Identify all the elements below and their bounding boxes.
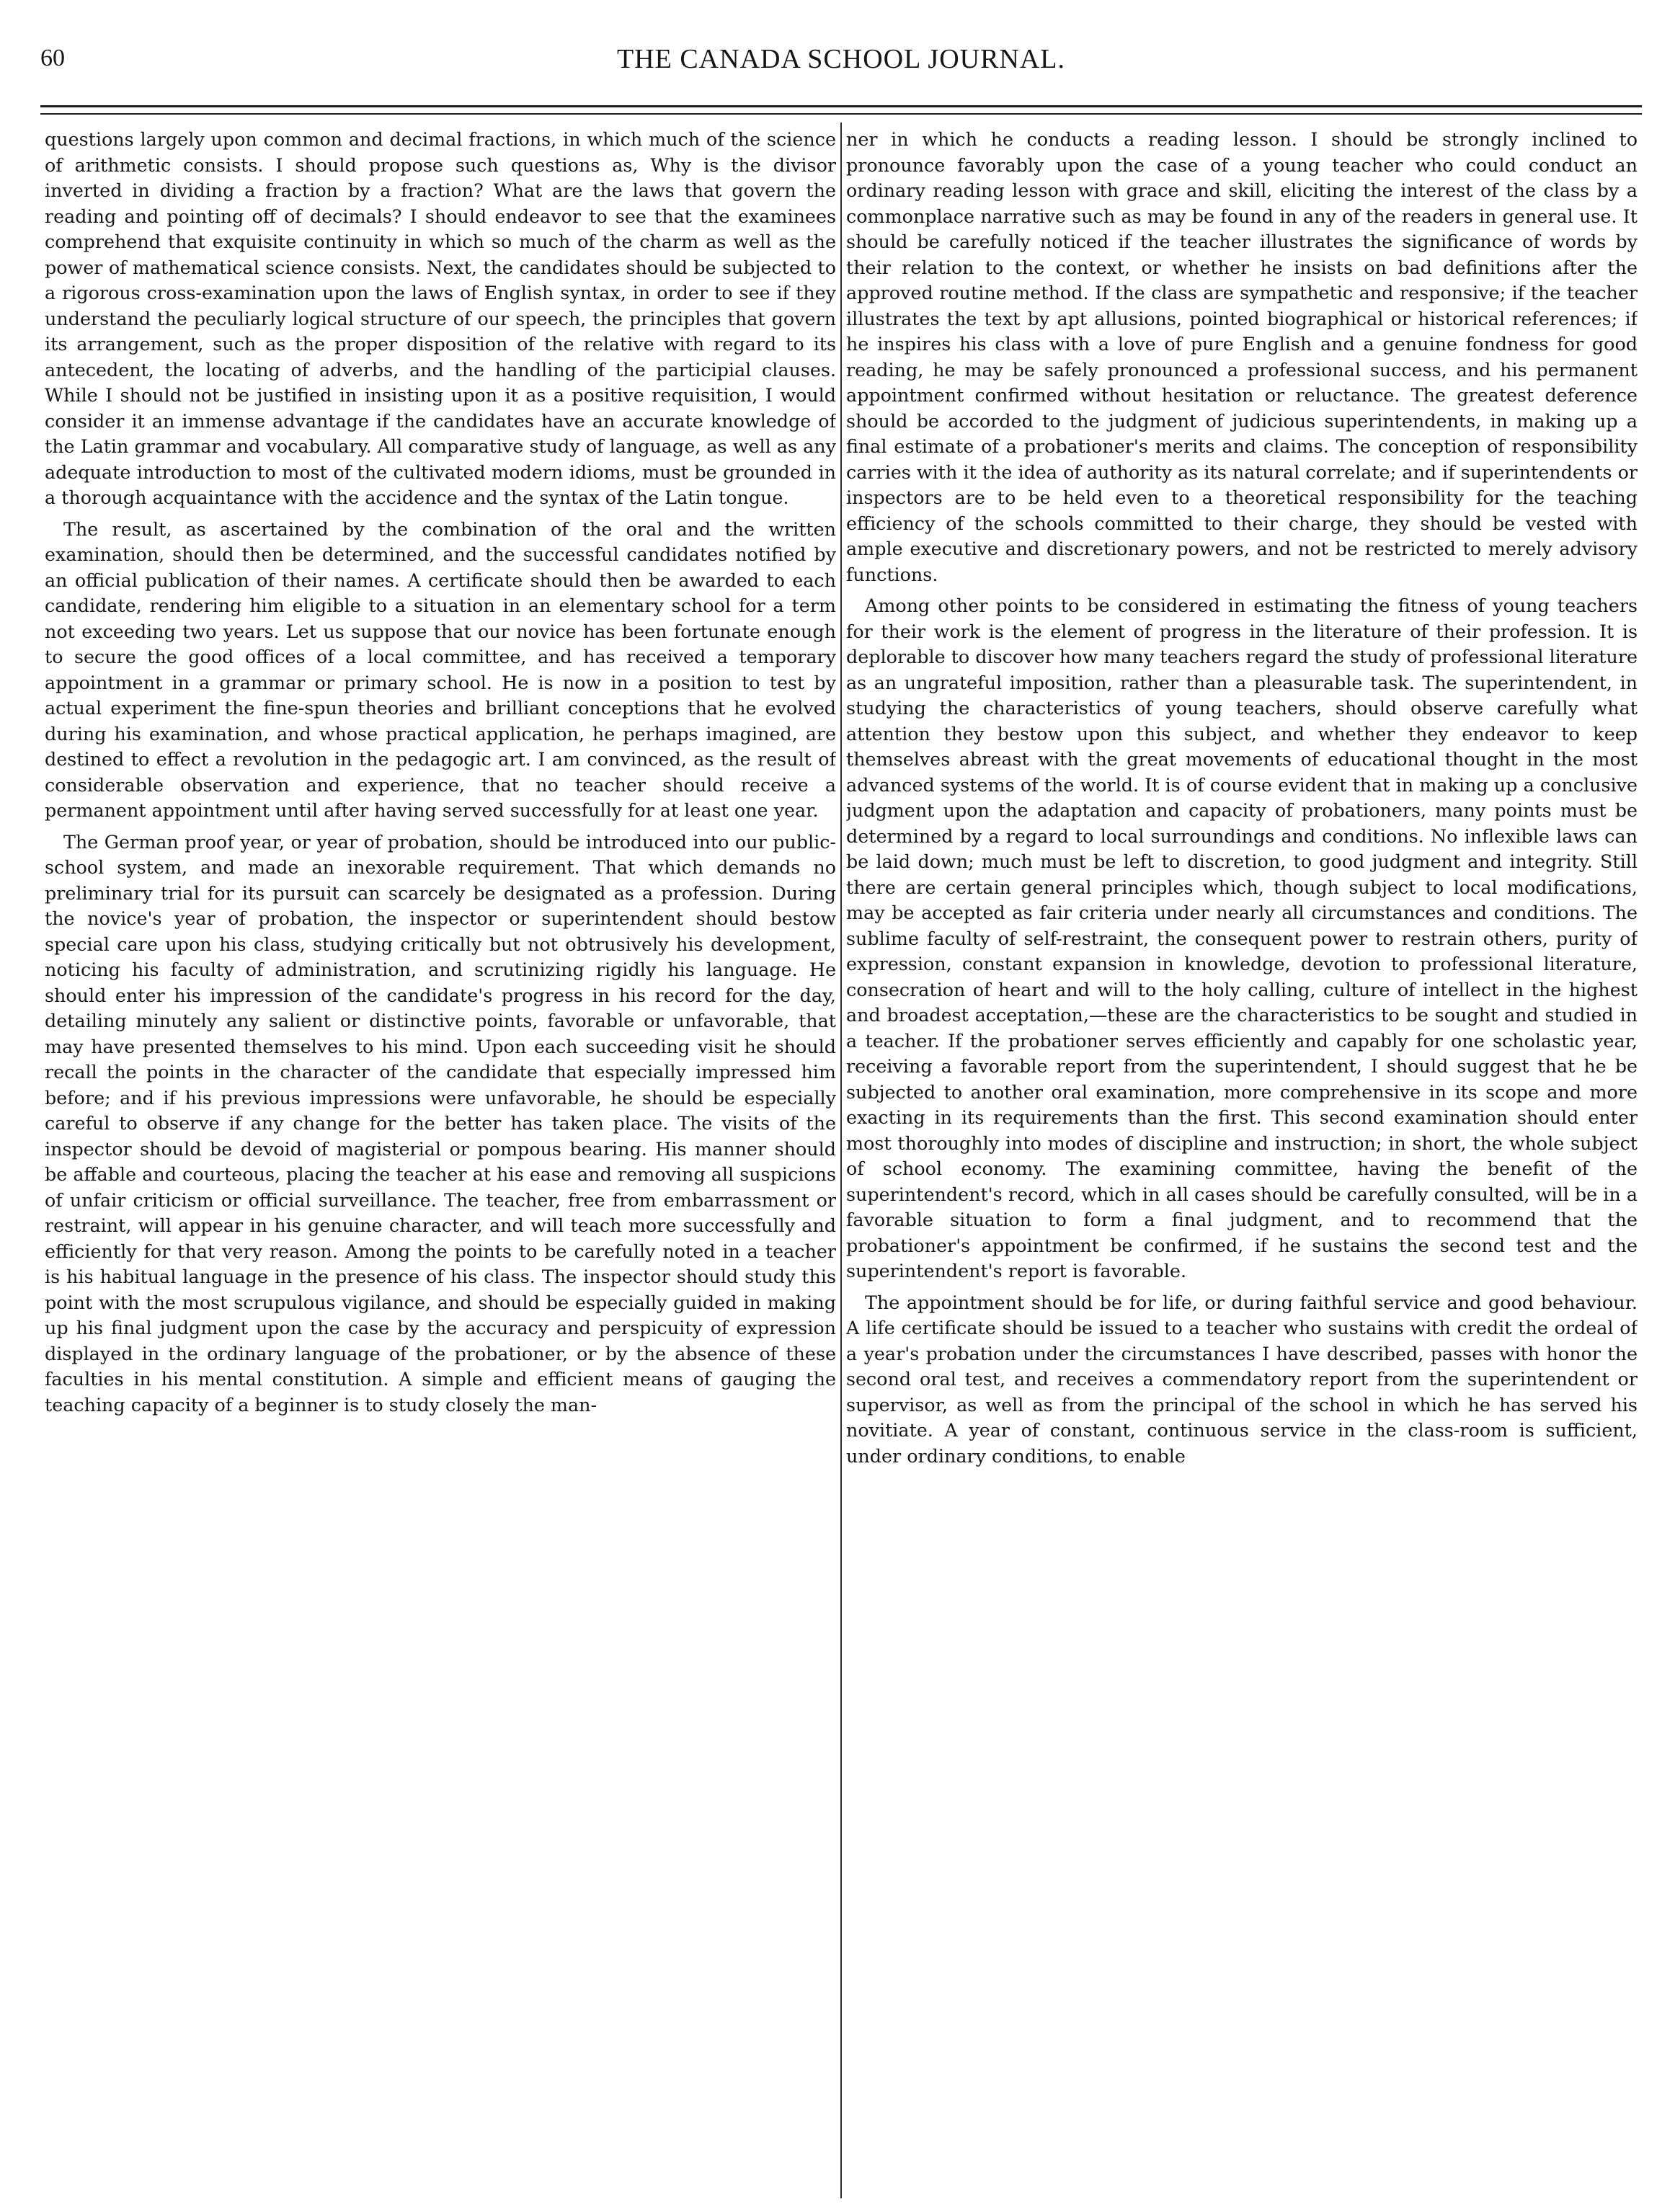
column-divider [840, 123, 842, 2198]
left-column [45, 127, 836, 2190]
paragraph: The German proof year, or year of probation, should be introduced into our public-school system, and made an inexorable requirement. That which demands no preliminary trial for its pursuit can scarcely be designated as a profession. During the novice's year of probation, the inspector or superintendent should bestow special care upon his class, studying critically but not obtrusively his development, noticing his faculty of administration, and scrutinizing rigidly his language. He should enter his impression of the candidate's progress in his record for the day, detailing minutely any salient or distinctive points, favorable or unfavorable, that may have presented themselves to his mind. Upon each succeeding visit he should recall the points in the character of the candidate that especially impressed him before; and if his previous impressions were unfavorable, he should be especially careful to observe if any change for the better has taken place. The visits of the inspector should be devoid of magisterial or pompous bearing. His manner should be affable and courteous, placing the teacher at his ease and removing all suspicions of unfair criticism or official surveillance. The teacher, free from embarrassment or restraint, will appear in his genuine character, and will teach more successfully and efficiently for that very reason. Among the points to be carefully noted in a teacher is his habitual language in the presence of his class. The inspector should study this point with the most scrupulous vigilance, and should be especially guided in making up his final judgment upon the case by the accuracy and perspicuity of expression displayed in the ordinary language of the probationer, or by the absence of these faculties in his mental constitution. A simple and efficient means of gauging the teaching capacity of a beginner is to study closely the man- [45, 830, 836, 1416]
header-rule-thin [40, 113, 1642, 115]
paragraph: The appointment should be for life, or during faithful service and good behaviour. A life certificate should be issued to a teacher who sustains with credit the ordeal of a year's probation under the circumstances I have described, passes with honor the second oral test, and receives a commendatory report from the superintendent or supervisor, as well as from the principal of the school in which he has served his novitiate. A year of constant, continuous service in the class-room is sufficient, under ordinary conditions, to enable [846, 1291, 1638, 1467]
right-column [846, 127, 1638, 2190]
paragraph: The result, as ascertained by the combination of the oral and the written examination, should then be determined, and the successful candidates notified by an official publication of their names. A certificate should then be awarded to each candidate, rendering him eligible to a situation in an elementary school for a term not exceeding two years. Let us suppose that our novice has been fortunate enough to secure the good offices of a local committee, and has received a temporary appointment in a grammar or primary school. He is now in a position to test by actual experiment the fine-spun theories and brilliant conceptions that he evolved during his examination, and whose practical application, he perhaps imagined, are destined to effect a revolution in the pedagogic art. I am convinced, as the result of considerable observation and experience, that no teacher should receive a permanent appointment until after having served successfully for at least one year. [45, 518, 836, 821]
paragraph: Among other points to be considered in estimating the fitness of young teachers for their work is the element of progress in the literature of their profession. It is deplorable to discover how many teachers regard the study of professional literature as an ungrateful imposition, rather than a pleasurable task. The superintendent, in studying the characteristics of young teachers, should observe carefully what attention they bestow upon this subject, and whether they endeavor to keep themselves abreast with the great movements of educational thought in the most advanced systems of the world. It is of course evident that in making up a conclusive judgment upon the adaptation and capacity of probationers, many points must be determined by a regard to local surroundings and conditions. No inflexible laws can be laid down; much must be left to discretion, to good judgment and integrity. Still there are certain general principles which, though subject to local modifications, may be accepted as fair criteria under nearly all circumstances and conditions. The sublime faculty of self-restraint, the consequent power to restrain others, purity of expression, constant expansion in knowledge, devotion to professional literature, consecration of heart and will to the holy calling, culture of intellect in the highest and broadest acceptation,—these are the characteristics to be sought and studied in a teacher. If the probationer serves efficiently and capably for one scholastic year, receiving a favorable report from the superintendent, I should suggest that he be subjected to another oral examination, more comprehensive in its scope and more exacting in its requirements than the first. This second examination should enter most thoroughly into modes of discipline and instruction; in short, the whole subject of school economy. The examining committee, having the benefit of the superintendent's record, which in all cases should be carefully consulted, will be in a favorable situation to form a final judgment, and to recommend that the probationer's appointment be confirmed, if he sustains the second test and the superintendent's report is favorable. [846, 595, 1638, 1282]
paragraph: ner in which he conducts a reading lesson. I should be strongly inclined to pronounce favorably upon the case of a young teacher who could conduct an ordinary reading lesson with grace and skill, eliciting the interest of the class by a commonplace narrative such as may be found in any of the readers in general use. It should be carefully noticed if the teacher illustrates the significance of words by their relation to the context, or whether he insists on bad definitions after the approved routine method. If the class are sympathetic and responsive; if the teacher illustrates the text by apt allusions, pointed biographical or historical references; if he inspires his class with a love of pure English and a genuine fondness for good reading, he may be safely pronounced a professional success, and his permanent appointment confirmed without hesitation or reluctance. The greatest deference should be accorded to the judgment of judicious superintendents, in making up a final estimate of a probationer's merits and claims. The conception of responsibility carries with it the idea of authority as its natural correlate; and if superintendents or inspectors are to be held even to a theoretical responsibility for the teaching efficiency of the schools committed to their charge, they should be vested with ample executive and discretionary powers, and not be restricted to merely advisory functions. [846, 128, 1638, 585]
journal-title: THE CANADA SCHOOL JOURNAL. [616, 44, 1066, 74]
page-header [40, 29, 1642, 94]
page-number: 60 [40, 45, 65, 71]
header-rule-thick [40, 105, 1642, 107]
paragraph: questions largely upon common and decimal fractions, in which much of the science of arithmetic consists. I should propose such questions as, Why is the divisor inverted in dividing a fraction by a fraction? What are the laws that govern the reading and pointing off of decimals? I should endeavor to see that the examinees comprehend that exquisite continuity in which so much of the charm as well as the power of mathematical science consists. Next, the candidates should be subjected to a rigorous cross-examination upon the laws of English syntax, in order to see if they understand the peculiarly logical structure of our speech, the principles that govern its arrangement, such as the proper disposition of the relative with regard to its antecedent, the locating of adverbs, and the handling of the participial clauses. While I should not be justified in insisting upon it as a positive requisition, I would consider it an immense advantage if the candidates have an accurate knowledge of the Latin grammar and vocabulary. All comparative study of language, as well as any adequate introduction to most of the cultivated modern idioms, must be grounded in a thorough acquaintance with the accidence and the syntax of the Latin tongue. [45, 128, 836, 508]
